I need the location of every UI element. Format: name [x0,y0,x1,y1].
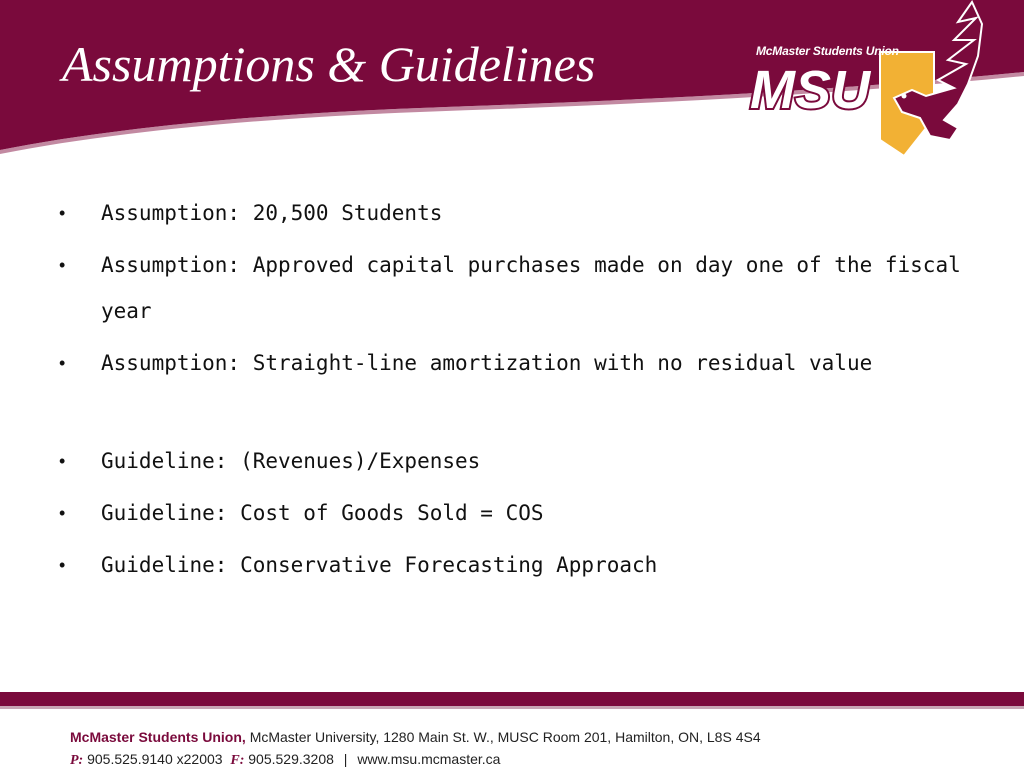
footer-org: McMaster Students Union, [70,729,246,745]
bullet-item [56,542,976,588]
footer-rule [0,692,1024,706]
bullet-dot: • [59,555,66,575]
bullet-text: Assumption: 20,500 Students [101,201,443,225]
phone-number: 905.525.9140 x22003 [87,751,223,767]
slide-title: Assumptions & Guidelines [62,36,596,92]
bullet-item [56,190,976,236]
bullet-dot: • [59,353,66,373]
bullet-dot: • [59,503,66,523]
bullet-text: Assumption: Straight-line amortization with no residual value [101,351,873,375]
bullet-item [56,490,976,536]
bullet-text: Assumption: Approved capital purchases made on day one of the fiscal year [101,253,961,323]
bullet-item [56,340,976,386]
footer-address: McMaster University, 1280 Main St. W., MUSC Room 201, Hamilton, ON, L8S 4S4 [249,729,761,745]
bullet-list [56,190,976,594]
fax-number: 905.529.3208 [248,751,334,767]
footer-contact-line [70,748,761,772]
bullet-text: Guideline: Cost of Goods Sold = COS [101,501,544,525]
footer-address-line [70,726,761,748]
msu-wordmark: MSU [750,60,870,120]
bullet-dot: • [59,203,66,223]
fax-label: F: [230,753,245,768]
bullet-dot: • [59,255,66,275]
bullet-dot: • [59,451,66,471]
bullet-item [56,438,976,484]
phone-label: P: [70,753,84,768]
footer-rule-accent [0,706,1024,709]
footer-separator: | [343,751,348,767]
msu-logo [744,0,984,160]
footer [70,726,761,772]
logo-text: McMaster Students Union [756,44,899,58]
bullet-text: Guideline: (Revenues)/Expenses [101,449,481,473]
bullet-text: Guideline: Conservative Forecasting Approach [101,553,658,577]
bullet-item [56,242,976,334]
website-link[interactable]: www.msu.mcmaster.ca [357,751,501,767]
